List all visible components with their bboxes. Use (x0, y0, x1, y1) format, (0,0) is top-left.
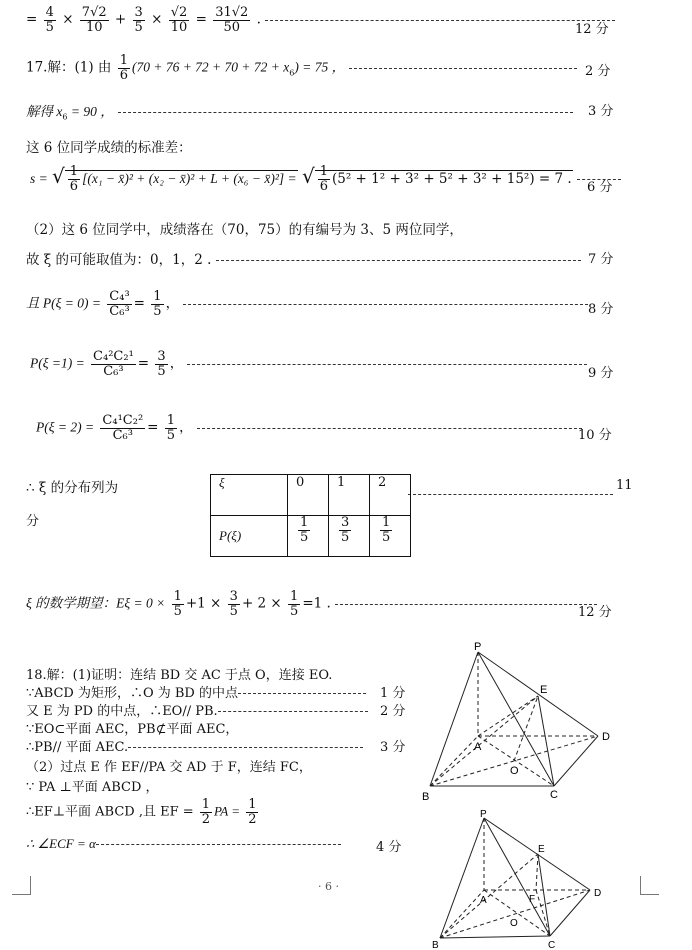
vertex-label: A (480, 895, 487, 906)
score-mark: 1 分 (380, 686, 406, 701)
vertex-label: D (594, 888, 602, 899)
score-mark: 11 (616, 478, 633, 493)
q17-std-formula: s = √ $\frac{1}{6}$ [(x₁ − x̄)² + (x₂ − x̄)² + L + (x₆ − x̄)²] = √ $\frac{1}{6}$ (5² + 1² + 3² + 5² + 3² + 15²) = 7 . (30, 164, 621, 194)
q17-p2: P(ξ = 2) = $\frac{\text{C₄¹C₂²}}{\text{C₆³}}$ = $\frac{1}{5}$ ， (36, 414, 582, 442)
score-mark: 4 分 (376, 840, 402, 855)
vertex-label: P (474, 641, 482, 653)
q18-l5: ∴PB// 平面 AEC. (26, 736, 363, 755)
score-mark: 3 分 (588, 104, 614, 119)
score-mark-unit: 分 (26, 514, 40, 529)
pyramid-figure-1 (418, 640, 618, 810)
pyramid-figure-2 (428, 808, 618, 950)
score-mark: 2 分 (585, 64, 611, 79)
q17-dist-text: ∴ ξ 的分布列为 (26, 480, 119, 496)
score-mark: 7 分 (588, 252, 614, 267)
vertex-label: E (538, 844, 545, 855)
q18-l6: （2）过点 E 作 EF//PA 交 AD 于 F，连结 FC， (26, 760, 312, 775)
crop-mark (12, 876, 31, 895)
vertex-label: C (550, 789, 558, 801)
q18-l2: ∵ABCD 为矩形，∴O 为 BD 的中点 (26, 682, 366, 701)
vertex-label: B (432, 940, 439, 950)
crop-mark (640, 876, 659, 895)
vertex-label: E (540, 684, 548, 696)
table-row: ξ 0 1 2 (211, 475, 411, 516)
line-top-formula: = $\frac{4}{5}$ × $\frac{7√2}{10}$ + $\frac{3}{5}$ × $\frac{√2}{10}$ = $\frac{31√2}{50}$ . (26, 6, 615, 34)
q17-part2: （2）这 6 位同学中，成绩落在（70，75）的有编号为 3、5 两位同学， (26, 222, 463, 238)
q17-values: 故 ξ 的可能取值为：0，1，2 . (26, 248, 581, 268)
table-row: P(ξ) $\frac{1}{5}$ $\frac{3}{5}$ $\frac{1}{5}$ (211, 516, 411, 557)
vertex-label: B (422, 791, 430, 803)
vertex-label: D (602, 731, 610, 743)
q17-line1: 17.解：(1) 由 $\frac{1}{6}$ $(70 + 76 + 72 + 70 + 72 + x_6) = 75$ ， (26, 54, 577, 82)
q18-l1: 18.解：(1)证明：连结 BD 交 AC 于点 O，连接 EO. (26, 668, 333, 683)
score-mark: 12 分 (575, 22, 609, 37)
q18-l9: ∴ ∠ECF = α (26, 836, 341, 852)
page-number: · 6 · (318, 880, 339, 893)
vertex-label: A (474, 741, 482, 753)
q18-l7: ∵ PA ⊥平面 ABCD ， (26, 780, 159, 795)
q17-std-text: 这 6 位同学成绩的标准差： (26, 140, 192, 156)
score-mark: 10 分 (578, 428, 612, 443)
vertex-label: O (510, 918, 518, 929)
q18-l3: 又 E 为 PD 的中点，∴EO// PB. (26, 700, 368, 719)
distribution-table (210, 474, 411, 557)
vertex-label: P (480, 809, 487, 820)
score-mark: 9 分 (588, 366, 614, 381)
q17-solve: 解得 $x_6 = 90$ ， (26, 100, 573, 122)
fraction: $\frac{4}{5}$ (45, 5, 54, 35)
q18-l4: ∵EO⊂平面 AEC，PB⊄平面 AEC， (26, 722, 239, 737)
q17-p0: 且 P(ξ = 0) = $\frac{\text{C₄³}}{\text{C₆³}}$ = $\frac{1}{5}$ ， (26, 290, 588, 318)
score-mark: 2 分 (380, 704, 406, 719)
q17-p1: P(ξ =1) = $\frac{\text{C₄²C₂¹}}{\text{C₆³}}$ = $\frac{3}{5}$ ， (30, 350, 587, 378)
score-mark: 8 分 (588, 302, 614, 317)
q17-expectation: ξ 的数学期望：Eξ = 0 × $\frac{1}{5}$ +1 × $\frac{3}{5}$ + 2 × $\frac{1}{5}$ =1 . (26, 590, 597, 618)
vertex-label: F (529, 894, 536, 905)
score-mark: 12 分 (578, 605, 612, 620)
score-mark: 3 分 (380, 740, 406, 755)
q18-l8: ∴EF⊥平面 ABCD ,且 EF = $\frac{1}{2}$ PA = $\frac{1}{2}$ (26, 797, 257, 827)
vertex-label: O (510, 765, 519, 777)
score-mark: 6 分 (587, 180, 613, 195)
vertex-label: C (548, 940, 556, 950)
